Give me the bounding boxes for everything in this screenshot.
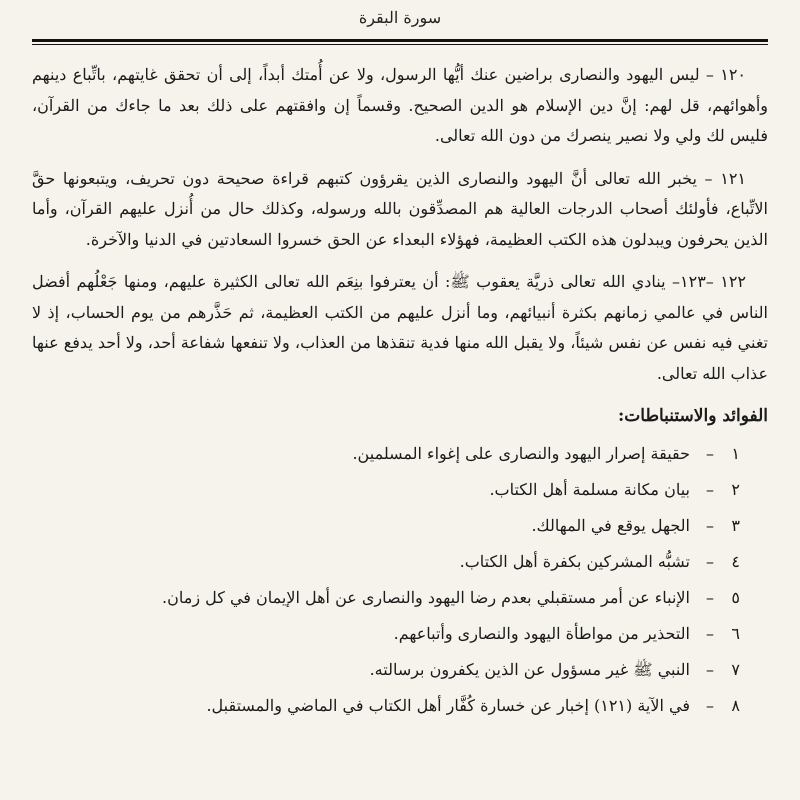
item-text: في الآية (١٢١) إخبار عن خسارة كُفَّار أهل الكتاب في الماضي والمستقبل. — [206, 695, 690, 715]
benefits-heading: الفوائد والاستنباطات: — [617, 406, 768, 426]
item-text: تشبُّه المشركين بكفرة أهل الكتاب. — [459, 551, 690, 571]
item-number: ٢ — [731, 479, 740, 499]
item-text: الجهل يوقع في المهالك. — [531, 515, 690, 535]
benefits-list — [32, 436, 768, 724]
tafsir-paragraph-120: ١٢٠ – ليس اليهود والنصارى براضين عنك أيُّها الرسول، ولا عن أُمتك أبداً، إلى أن تحقق غايتهم، باتِّباع دينهم وأهوائهم، قل لهم: إنَّ دين الإسلام هو الدين الصحيح. وقسماً إن وافقتهم على ذلك بعد ما جاءك من القرآن، فليس لك ولي ولا نصير ينصرك من دون الله تعالى. — [32, 65, 768, 145]
header-rule-thin — [32, 44, 768, 45]
item-text: النبي ﷺ غير مسؤول عن الذين يكفرون برسالته. — [369, 659, 690, 679]
header-rule-thick — [32, 39, 768, 42]
item-number: ٣ — [731, 515, 740, 535]
item-text: حقيقة إصرار اليهود والنصارى على إغواء المسلمين. — [352, 443, 690, 463]
item-number: ٥ — [731, 587, 740, 607]
list-item: ٨ – في الآية (١٢١) إخبار عن خسارة كُفَّار أهل الكتاب في الماضي والمستقبل. — [32, 688, 740, 724]
list-item: ٦ – التحذير من مواطأة اليهود والنصارى وأتباعهم. — [32, 616, 740, 652]
list-item: ٤ – تشبُّه المشركين بكفرة أهل الكتاب. — [32, 544, 740, 580]
page-header — [0, 0, 800, 36]
item-number: ١ — [731, 443, 740, 463]
item-number: ٧ — [731, 659, 740, 679]
tafsir-paragraph-122-123: ١٢٢ –١٢٣– ينادي الله تعالى ذريَّة يعقوب ﷺ: أن يعترفوا بنِعَم الله تعالى الكثيرة عليهم، ومنها جَعْلُهم أفضل الناس في عالمي زمانهم بكثرة أنبيائهم، وما أنزل عليهم من الكتب العظيمة، ثم حَذَّرهم من يوم الحساب، إذ لا تغني فيه نفس عن نفس شيئاً، ولا يقبل الله منها فدية تنقذها من العذاب، ولا تنفعها شفاعة أحد، ولا أحد يدفع عنها عذاب الله تعالى. — [32, 272, 768, 383]
list-item: ٢ – بيان مكانة مسلمة أهل الكتاب. — [32, 472, 740, 508]
item-number: ٨ — [731, 695, 740, 715]
item-text: الإنباء عن أمر مستقبلي بعدم رضا اليهود والنصارى عن أهل الإيمان في كل زمان. — [162, 587, 690, 607]
page-content — [32, 60, 768, 724]
surah-title: سورة البقرة — [358, 8, 442, 27]
list-item: ٧ – النبي ﷺ غير مسؤول عن الذين يكفرون برسالته. — [32, 652, 740, 688]
list-item: ١ – حقيقة إصرار اليهود والنصارى على إغواء المسلمين. — [32, 436, 740, 472]
item-text: بيان مكانة مسلمة أهل الكتاب. — [489, 479, 690, 499]
item-text: التحذير من مواطأة اليهود والنصارى وأتباعهم. — [393, 623, 690, 643]
list-item: ٣ – الجهل يوقع في المهالك. — [32, 508, 740, 544]
item-number: ٤ — [731, 551, 740, 571]
list-item: ٥ – الإنباء عن أمر مستقبلي بعدم رضا اليهود والنصارى عن أهل الإيمان في كل زمان. — [32, 580, 740, 616]
tafsir-paragraph-121: ١٢١ – يخبر الله تعالى أنَّ اليهود والنصارى الذين يقرؤون كتبهم قراءة صحيحة دون تحريف، ويتبعونها حقَّ الاتِّباع، فأولئك أصحاب الدرجات العالية هم المصدِّقون بالله ورسوله، وكذلك حال من أُنزل عليهم القرآن، وأما الذين يحرفون ويبدلون هذه الكتب العظيمة، فهؤلاء البعداء عن الحق خسروا السعادتين في الدنيا والآخرة. — [32, 168, 768, 249]
item-number: ٦ — [731, 623, 740, 643]
